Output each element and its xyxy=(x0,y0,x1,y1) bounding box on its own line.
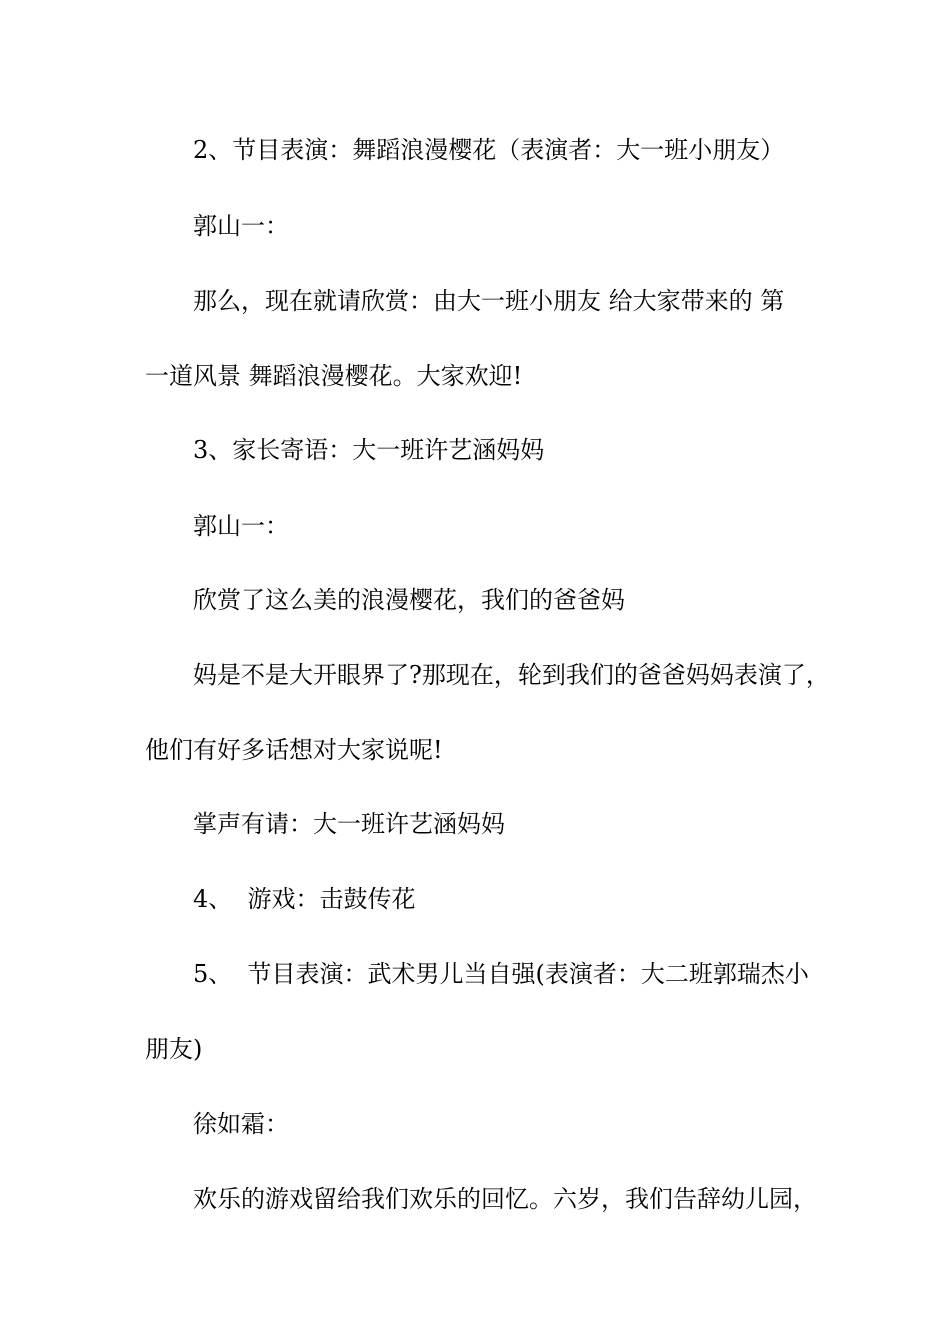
paragraph-line: 一道风景 舞蹈浪漫樱花。大家欢迎! xyxy=(145,362,523,390)
paragraph-line: 掌声有请：大一班许艺涵妈妈 xyxy=(193,810,505,838)
paragraph-line: 欣赏了这么美的浪漫樱花，我们的爸爸妈 xyxy=(193,586,625,614)
paragraph-line: 妈是不是大开眼界了?那现在，轮到我们的爸爸妈妈表演了， xyxy=(193,661,830,689)
speaker-label: 徐如霜： xyxy=(193,1110,289,1138)
program-item-4: 4、 游戏：击鼓传花 xyxy=(193,885,416,913)
program-item-3: 3、家长寄语：大一班许艺涵妈妈 xyxy=(193,436,545,464)
paragraph-line: 那么，现在就请欣赏：由大一班小朋友 给大家带来的 第 xyxy=(193,287,785,315)
speaker-label: 郭山一： xyxy=(193,512,289,540)
paragraph-line: 朋友) xyxy=(145,1035,203,1063)
program-item-5: 5、 节目表演：武术男儿当自强(表演者：大二班郭瑞杰小 xyxy=(193,960,809,988)
paragraph-line: 他们有好多话想对大家说呢! xyxy=(145,736,443,764)
program-item-2: 2、节目表演：舞蹈浪漫樱花（表演者：大一班小朋友） xyxy=(193,136,785,164)
paragraph-line: 欢乐的游戏留给我们欢乐的回忆。六岁，我们告辞幼儿园， xyxy=(193,1185,817,1213)
speaker-label: 郭山一： xyxy=(193,212,289,240)
